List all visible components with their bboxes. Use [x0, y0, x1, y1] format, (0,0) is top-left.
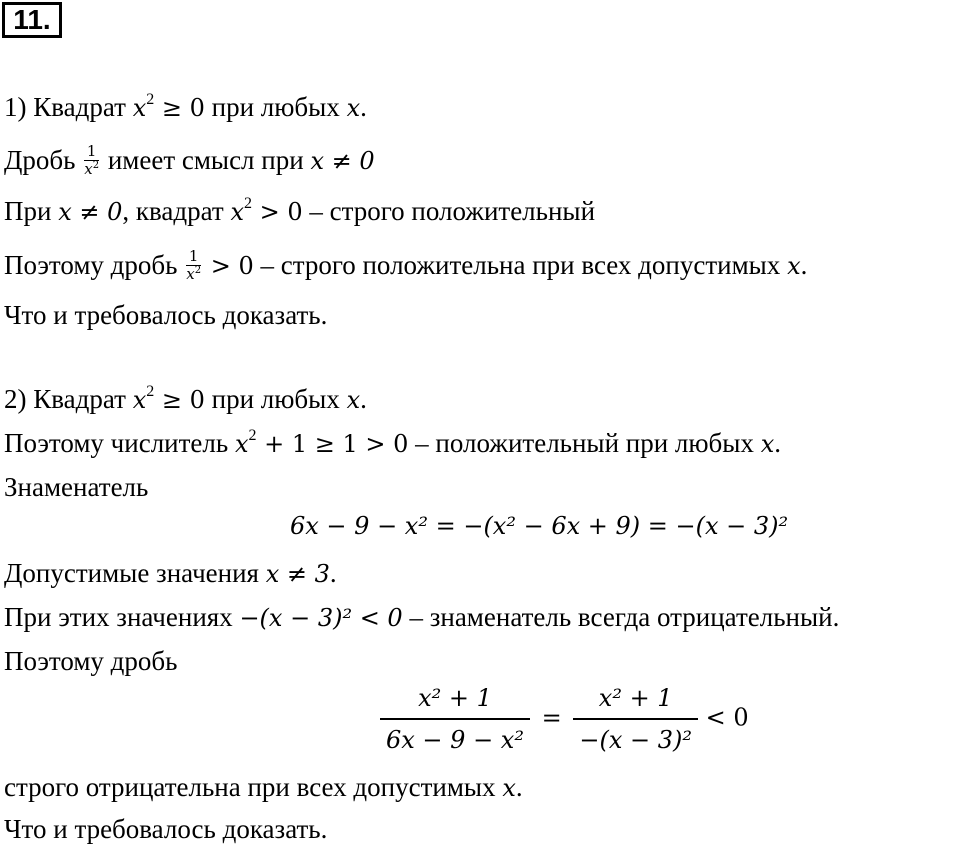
p1-line5: Что и требовалось доказать. [4, 300, 328, 330]
denominator-equation: 6x − 9 − x² = −(x² − 6x + 9) = −(x − 3)² [290, 512, 789, 540]
problem-number: 11. [2, 2, 62, 38]
frac-1-over-x2-b: $\frac{1}{x^2}$ [186, 247, 202, 284]
p2-line10: Что и требовалось доказать. [4, 814, 328, 844]
p1-line1: 1) Квадрат $x^2 \ge 0$ при любых x. [4, 91, 367, 122]
p1-line3: При x ≠ 0, квадрат $x^2 > 0$ – строго положительный [4, 195, 596, 226]
p2-line5: Допустимые значения x ≠ 3. [4, 558, 337, 588]
p1-line4: Поэтому дробь $\frac{1}{x^2}$ > 0 – строго положительна при всех допустимых x. [4, 247, 808, 284]
p1-line2: Дробь $\frac{1}{x^2}$ имеет смысл при x ≠ 0 [4, 142, 375, 179]
p2-line1: 2) Квадрат $x^2 \ge 0$ при любых x. [4, 383, 367, 414]
frac-1-over-x2: $\frac{1}{x^2}$ [84, 142, 100, 179]
fraction-right: $\frac{\text{x² + 1}}{\text{−(x − 3)²}}$ [573, 684, 698, 754]
p2-line2: Поэтому числитель $x^2 + 1 \ge 1 > 0$ – положительный при любых x. [4, 427, 781, 458]
p2-line7: Поэтому дробь [4, 646, 178, 676]
fraction-inequality: $\frac{\text{x² + 1}}{\text{6x − 9 − x²}}$ = $\frac{\text{x² + 1}}{\text{−(x − 3)²}}$ < 0 [380, 684, 749, 754]
p2-line6: При этих значениях −(x − 3)² < 0 – знаменатель всегда отрицательный. [4, 602, 840, 632]
p2-line3: Знаменатель [4, 472, 149, 502]
fraction-left: $\frac{\text{x² + 1}}{\text{6x − 9 − x²}}$ [380, 684, 530, 754]
p2-line9: строго отрицательна при всех допустимых x. [4, 772, 523, 802]
